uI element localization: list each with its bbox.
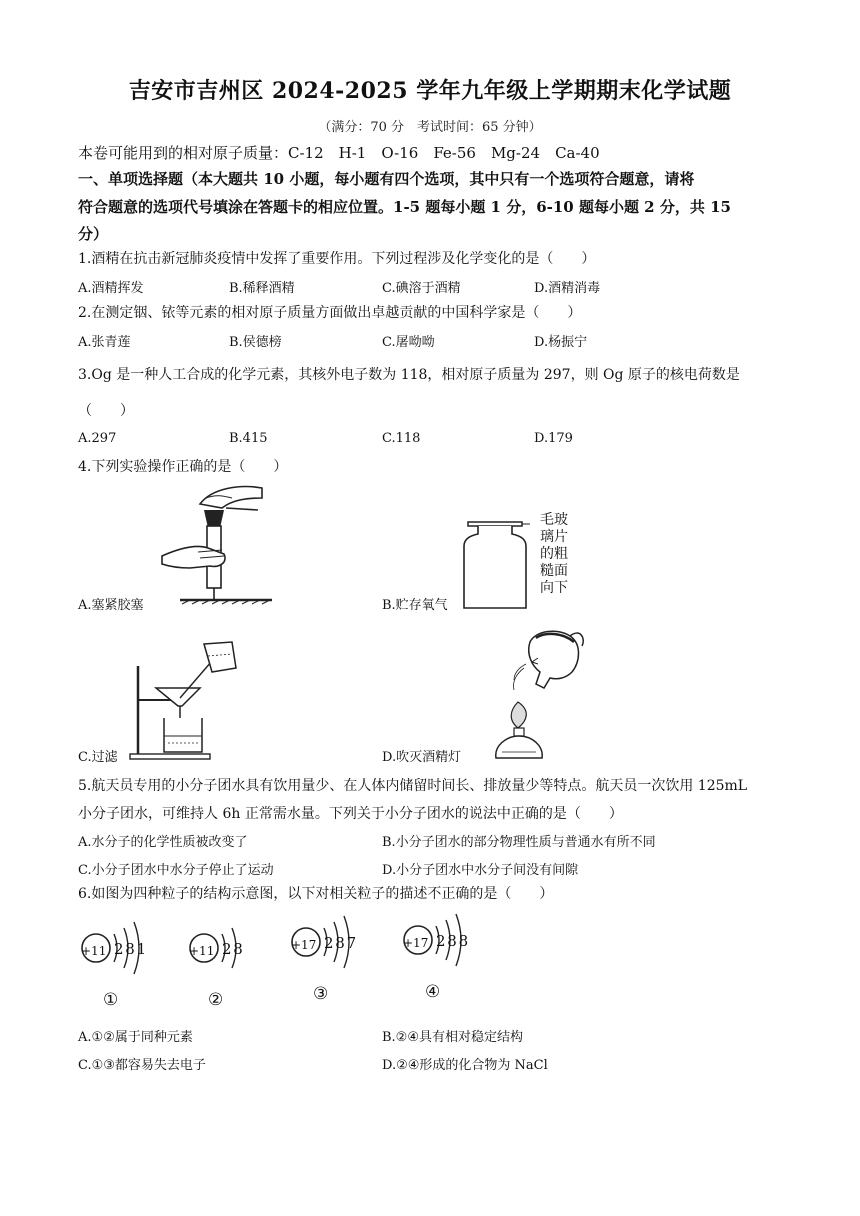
section-heading-line1: 一、单项选择题（本大题共 10 小题，每小题有四个选项，其中只有一个选项符合题意，请将 bbox=[78, 170, 695, 188]
q6-option-a: A.①②属于同种元素 bbox=[78, 1030, 193, 1045]
q3-option-c: C.118 bbox=[382, 431, 421, 446]
glass-plate-note-line: 的粗 bbox=[540, 546, 568, 562]
q4-option-d: D.吹灭酒精灯 bbox=[382, 750, 462, 765]
q2-option-b: B.侯德榜 bbox=[229, 335, 282, 350]
q2-option-d: D.杨振宁 bbox=[534, 335, 588, 350]
particle-4-label: ④ bbox=[425, 982, 441, 1002]
q3-option-a: A.297 bbox=[78, 431, 117, 446]
question-5-stem-line1: 5.航天员专用的小分子团水具有饮用量少、在人体内储留时间长、排放量少等特点。航天员一次饮用 125mL bbox=[78, 778, 748, 794]
particle-3-label: ③ bbox=[313, 984, 329, 1004]
particle-1-label: ① bbox=[103, 990, 119, 1010]
question-6-stem: 6.如图为四种粒子的结构示意图，以下对相关粒子的描述不正确的是（ ） bbox=[78, 886, 554, 902]
question-2-stem: 2.在测定铟、铱等元素的相对原子质量方面做出卓越贡献的中国科学家是（ ） bbox=[78, 305, 582, 321]
q2-option-a: A.张青莲 bbox=[78, 335, 131, 350]
q4-option-b: B.贮存氧气 bbox=[382, 598, 448, 613]
particle-2-label: ② bbox=[208, 990, 224, 1010]
particle-2-nucleus: +11 bbox=[189, 944, 215, 958]
glass-plate-note-line: 毛玻 bbox=[540, 512, 568, 528]
q1-option-a: A.酒精挥发 bbox=[78, 281, 144, 296]
q1-option-d: D.酒精消毒 bbox=[534, 281, 601, 296]
q1-option-b: B.稀释酒精 bbox=[229, 281, 295, 296]
q5-option-d: D.小分子团水中水分子间没有间隙 bbox=[382, 863, 579, 878]
q4-option-a: A.塞紧胶塞 bbox=[78, 598, 144, 613]
question-5-stem-line2: 小分子团水，可维持人 6h 正常需水量。下列关于小分子团水的说法中正确的是（ ） bbox=[78, 806, 623, 822]
figure-gas-bottle bbox=[460, 520, 530, 610]
atomic-masses: 本卷可能用到的相对原子质量：C-12 H-1 O-16 Fe-56 Mg-24 Ca-40 bbox=[78, 144, 600, 162]
particle-2-shells: 2 8 bbox=[222, 940, 243, 958]
particle-3-shells: 2 8 7 bbox=[324, 934, 357, 952]
figure-alcohol-lamp bbox=[488, 628, 588, 764]
glass-plate-note-line: 向下 bbox=[540, 580, 568, 596]
section-heading-line3: 分） bbox=[78, 225, 109, 243]
q5-option-c: C.小分子团水中水分子停止了运动 bbox=[78, 863, 274, 878]
question-3-stem: 3.Og 是一种人工合成的化学元素，其核外电子数为 118，相对原子质量为 297，则 Og 原子的核电荷数是 bbox=[78, 367, 740, 383]
particle-1-shells: 2 8 1 bbox=[114, 940, 147, 958]
question-3-paren: （ ） bbox=[78, 403, 134, 419]
particle-3-nucleus: +17 bbox=[291, 938, 317, 952]
glass-plate-note-line: 璃片 bbox=[540, 529, 568, 545]
q6-option-c: C.①③都容易失去电子 bbox=[78, 1058, 206, 1073]
section-heading-line2: 符合题意的选项代号填涂在答题卡的相应位置。1-5 题每小题 1 分，6-10 题每小题 2 分，共 15 bbox=[78, 198, 731, 216]
q6-option-d: D.②④形成的化合物为 NaCl bbox=[382, 1058, 548, 1073]
q1-option-c: C.碘溶于酒精 bbox=[382, 281, 461, 296]
q5-option-b: B.小分子团水的部分物理性质与普通水有所不同 bbox=[382, 835, 656, 850]
figure-insert-stopper bbox=[150, 484, 275, 609]
page-title: 吉安市吉州区 2024-2025 学年九年级上学期期末化学试题 bbox=[128, 78, 732, 104]
particle-4-nucleus: +17 bbox=[403, 936, 429, 950]
figure-filtration bbox=[120, 636, 260, 760]
particle-4-shells: 2 8 8 bbox=[436, 932, 469, 950]
q5-option-a: A.水分子的化学性质被改变了 bbox=[78, 835, 248, 850]
question-4-stem: 4.下列实验操作正确的是（ ） bbox=[78, 459, 288, 475]
q3-option-b: B.415 bbox=[229, 431, 268, 446]
q2-option-c: C.屠呦呦 bbox=[382, 335, 435, 350]
q6-option-b: B.②④具有相对稳定结构 bbox=[382, 1030, 523, 1045]
question-1-stem: 1.酒精在抗击新冠肺炎疫情中发挥了重要作用。下列过程涉及化学变化的是（ ） bbox=[78, 251, 596, 267]
exam-info: （满分：70 分 考试时间：65 分钟） bbox=[318, 120, 542, 135]
glass-plate-note bbox=[540, 512, 568, 597]
glass-plate-note-line: 糙面 bbox=[540, 563, 568, 579]
q3-option-d: D.179 bbox=[534, 431, 573, 446]
particle-1-nucleus: +11 bbox=[81, 944, 107, 958]
q4-option-c: C.过滤 bbox=[78, 750, 118, 765]
